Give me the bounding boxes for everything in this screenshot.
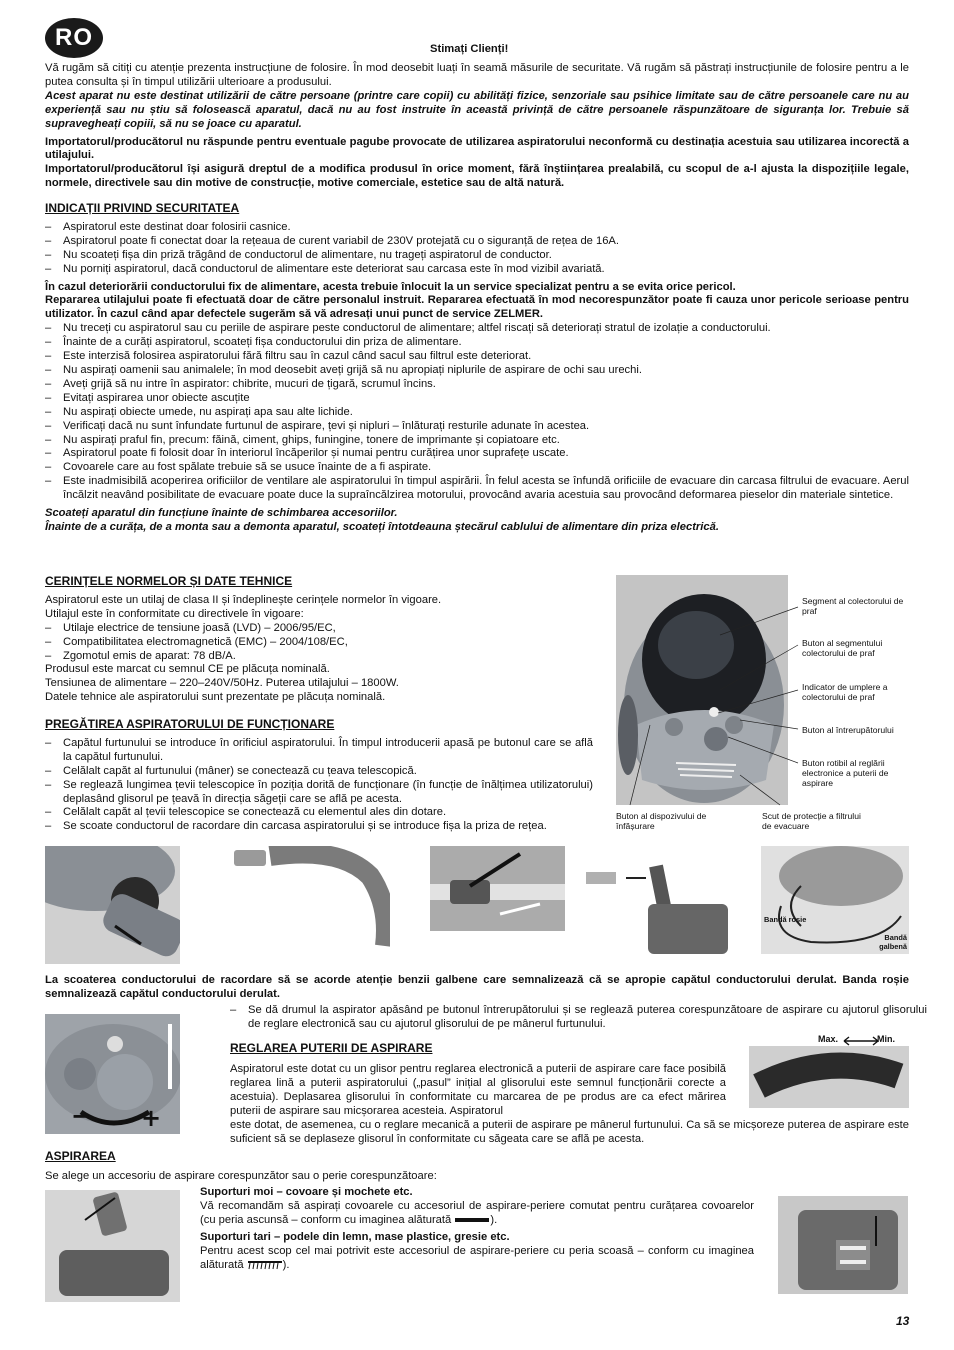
hard-surfaces-title: Suporturi tari – podele din lemn, mase plastice, gresie etc. bbox=[200, 1230, 510, 1243]
label-power-knob: Buton rotibil al reglării electronice a puterii de aspirare bbox=[802, 758, 889, 788]
label-dust-segment: Segment al colectorului de praf bbox=[802, 596, 904, 616]
safety-section bbox=[45, 202, 909, 535]
safety-heading: INDICAȚII PRIVIND SECURITATEA bbox=[45, 201, 240, 215]
photo-brush-switch bbox=[778, 1196, 908, 1294]
greeting: Stimați Clienți! bbox=[430, 43, 509, 55]
aspirarea-intro: Se alege un accesoriu de aspirare corespunzător sau o perie corespunzătoare: bbox=[45, 1170, 437, 1182]
list-item: – Capătul furtunului se introduce în orificiul aspiratorului. În timpul introducerii apasă pe butonul care se află la capătul furtunului. bbox=[45, 737, 593, 765]
svg-text:+: + bbox=[141, 1104, 162, 1132]
max-min-arrow-icon bbox=[842, 1036, 880, 1046]
list-item: – Covoarele care au fost spălate trebuie să se usuce înainte de a fi aspirate. bbox=[45, 461, 909, 475]
list-item: – Aveți grijă să nu intre în aspirator: chibrite, mucuri de țigară, scrumul încins. bbox=[45, 378, 909, 392]
safety-italic-2: Înainte de a curăța, de a monta sau a demonta aparatul, scoateți întotdeauna ștecărul cablului de alimentare din priza electrică. bbox=[45, 520, 719, 533]
aspirarea-heading: ASPIRAREA bbox=[45, 1149, 116, 1163]
hard-surfaces-text bbox=[200, 1245, 754, 1273]
photo-hose-insert bbox=[45, 846, 180, 964]
list-item: – Nu aspirați praful fin, precum: făină, ciment, ghips, funingine, tonere de imprimante și copiatoare etc. bbox=[45, 434, 909, 448]
list-item: – Nu aspirați obiecte umede, nu aspirați apa sau alte lichide. bbox=[45, 406, 909, 420]
safety-bold-1: În cazul deteriorării conductorului fix de alimentare, acesta trebuie înlocuit la un service specializat pentru a se evita orice pericol. bbox=[45, 280, 736, 293]
list-item: – Nu treceți cu aspiratorul sau cu periile de aspirare peste conductorul de alimentare; altfel riscați să deteriorați stratul de izolație a conductorului. bbox=[45, 322, 909, 336]
language-badge: RO bbox=[45, 18, 103, 58]
norms-line: Utilajul este în conformitate cu directivele în vigoare: bbox=[45, 607, 304, 620]
photo-cable bbox=[761, 846, 909, 954]
power-heading: REGLAREA PUTERII DE ASPIRARE bbox=[230, 1041, 433, 1055]
hidden-brush-icon bbox=[454, 1216, 490, 1224]
photo-hose-handle bbox=[230, 846, 390, 964]
importer-text-2: Importatorul/producătorul își asigură dreptul de a modifica produsul în orice moment, fără înștiințarea prealabilă, cu scopul de a-l ajusta la dispozițiile legale, normele, directivele sau din motive de construcție, motive comerciale, estetice sau de altă natură. bbox=[45, 163, 909, 190]
list-item: – Se reglează lungimea țevii telescopice în poziția dorită de funcționare (în funcție de înălțimea utilizatorului) deplasând glisorul pe țeavă în direcția săgeții care se află pe acesta. bbox=[45, 779, 593, 807]
intro-block bbox=[45, 62, 909, 191]
norms-line: Aspiratorul este un utilaj de clasa II și îndeplinește cerințele normelor în vigoare. bbox=[45, 593, 442, 606]
list-item: – Celălalt capăt al țevii telescopice se conectează cu elementul ales din dotare. bbox=[45, 806, 593, 820]
label-red-band: Bandă roșie bbox=[764, 915, 807, 924]
photo-floor-brush bbox=[45, 1190, 180, 1302]
label-max: Max. bbox=[818, 1034, 839, 1044]
photo-power-slider bbox=[45, 1014, 180, 1134]
list-item: – Aspiratorul poate fi conectat doar la rețeaua de curent variabil de 230V protejată cu o siguranță de rețea de 16A. bbox=[45, 235, 909, 249]
label-filter-cover: Scut de protecție a filtrului de evacuare bbox=[762, 811, 861, 831]
soft-text-a: Vă recomandăm să aspirați covoarele cu accesoriul de aspirare-periere comutat pentru curățarea covoarelor (cu peria ascunsă – conform cu imaginea alăturată bbox=[200, 1199, 754, 1226]
label-min: Min. bbox=[877, 1034, 895, 1044]
photo-telescopic-tube bbox=[430, 846, 565, 931]
label-rewind-button: Buton al dispozivului de înfășurare bbox=[616, 811, 707, 831]
label-yellow-band: Bandă galbenă bbox=[879, 933, 907, 951]
soft-surfaces-text bbox=[200, 1200, 754, 1228]
cable-note: La scoaterea conductorului de racordare să se acorde atenție benzii galbene care semnalizează că se apropie capătul conductorului derulat. Banda roșie semnalizează capătul conductorului derulat. bbox=[45, 974, 909, 1000]
hard-text-b: ). bbox=[282, 1258, 290, 1271]
norms-line: Produsul este marcat cu semnul CE pe plăcuța nominală. bbox=[45, 663, 330, 676]
list-item: – Celălalt capăt al furtunului (mâner) se conectează cu țeava telescopică. bbox=[45, 765, 593, 779]
norms-section bbox=[45, 575, 600, 705]
list-item: – Nu aspirați oamenii sau animalele; în mod deosebit aveți grijă să nu apropiați niplurile de aspirare de ochi sau urechi. bbox=[45, 364, 909, 378]
list-item: – Este inadmisibilă acoperirea orificiilor de ventilare ale aspiratorului în timpul aspirării. În felul acesta se înfundă orificiile de evacuare din carcasa filtrului de evacuare. Aerul încălzit neavând posibilitate de evacuare poate duce la supraîncălzirea motorului, provocând avaria acestuia sau provocând deformarea pieselor din materiale sintetice. bbox=[45, 475, 909, 503]
list-item: – Aspiratorul este destinat doar folosirii casnice. bbox=[45, 221, 909, 235]
list-item: – Aspiratorul poate fi folosit doar în interiorul încăperilor și numai pentru curățirea unor suprafețe uscate. bbox=[45, 447, 909, 461]
warning-text: Acest aparat nu este destinat utilizării de către persoane (printre care copii) cu abilități fizice, senzoriale sau psihice limitate sau de către persoanele care nu au experiență sau nu știu să folosească aparatul, dacă nu au fost instruite în această privință de către persoanele răspunzătoare de siguranța lor. Trebuie să supravegheați copiii, să nu se joace cu aparatul. bbox=[45, 89, 909, 130]
list-item: – Zgomotul emis de aparat: 78 dB/A. bbox=[45, 650, 600, 664]
list-item: – Compatibilitatea electromagnetică (EMC) – 2004/108/EC, bbox=[45, 636, 600, 650]
label-segment-button: Buton al segmentului colectorului de praf bbox=[802, 638, 883, 658]
power-text-1: Aspiratorul este dotat cu un glisor pentru reglarea electronică a puterii de aspirare care face posibilă reglarea lină a puterii aspiratorului („pasul” inițial al glisorului este semnul funcționării corecte a acestuia). Deplasarea glisorului în conformitate cu marcarea de pe produs are ca efect mărirea puterii de aspirare sau micșorarea acesteia. Aspiratorul bbox=[230, 1063, 726, 1117]
norms-line: Datele tehnice ale aspiratorului sunt prezentate pe plăcuța nominală. bbox=[45, 691, 386, 704]
norms-line: Tensiunea de alimentare – 220–240V/50Hz. Puterea utilajului – 1800W. bbox=[45, 677, 399, 690]
soft-text-b: ). bbox=[490, 1213, 498, 1226]
leader-lines bbox=[600, 575, 810, 835]
safety-italic-1: Scoateți aparatul din funcțiune înainte de schimbarea accesoriilor. bbox=[45, 507, 398, 520]
list-item: – Nu porniți aspiratorul, dacă conductorul de alimentare este deteriorat sau carcasa este în mod vizibil avariată. bbox=[45, 263, 909, 277]
extended-brush-icon bbox=[247, 1260, 283, 1270]
prep-section bbox=[45, 718, 593, 834]
list-item: – Nu scoateți fișa din priză trăgând de conductorul de alimentare, nu trageți aspiratorul de conductor. bbox=[45, 249, 909, 263]
label-switch-button: Buton al întrerupătorului bbox=[802, 725, 894, 735]
list-item: – Este interzisă folosirea aspiratorului fără filtru sau în cazul când sacul sau filtrul este deteriorat. bbox=[45, 350, 909, 364]
hard-text-a: Pentru acest scop cel mai potrivit este accesoriul de aspirare-periere cu peria scoasă – conform cu imaginea alăturată bbox=[200, 1244, 754, 1271]
list-item: – Înainte de a curăți aspiratorul, scoateți fișa conductorului din priza de alimentare. bbox=[45, 336, 909, 350]
list-item: – Evitați aspirarea unor obiecte ascuțite bbox=[45, 392, 909, 406]
svg-text:−: − bbox=[71, 1102, 92, 1130]
list-item: – Verificați dacă nu sunt înfundate furtunul de aspirare, țevi și nipluri – înlăturați resturile adunate în acestea. bbox=[45, 420, 909, 434]
label-fill-indicator: Indicator de umplere a colectorului de praf bbox=[802, 682, 888, 702]
soft-surfaces-title: Suporturi moi – covoare și mochete etc. bbox=[200, 1186, 413, 1198]
list-item: – Se scoate conductorul de racordare din carcasa aspiratorului și se introduce fișa la priza de rețea. bbox=[45, 820, 593, 834]
intro-text: Vă rugăm să citiți cu atenție prezenta instrucțiune de folosire. În mod deosebit luați în seamă măsurile de securitate. Vă rugăm să păstrați instrucțiunile de folosire pentru a le putea consulta și în timpul utilizării ulterioare a produsului. bbox=[45, 62, 909, 88]
list-item: – Utilaje electrice de tensiune joasă (LVD) – 2006/95/EC, bbox=[45, 622, 600, 636]
page-number: 13 bbox=[896, 1314, 910, 1328]
safety-bold-2: Repararea utilajului poate fi efectuată doar de către personalul instruit. Repararea efectuată în mod necorespunzător poate fi cauza unor pericole serioase pentru utilizator. În cazul când apar defectele sugerăm să vă adresați unui punct de service ZELMER. bbox=[45, 294, 909, 321]
aspirarea-text bbox=[200, 1186, 754, 1272]
photo-hose-handle-slider bbox=[749, 1046, 909, 1108]
prep-heading: PREGĂTIREA ASPIRATORULUI DE FUNCȚIONARE bbox=[45, 717, 335, 731]
start-instruction: – Se dă drumul la aspirator apăsând pe butonul întrerupătorului și se reglează puterea corespunzătoare de aspirare cu ajutorul glisorului de reglare electronică sau cu ajutorul glisorului de pe mânerul furtunului. bbox=[230, 1004, 927, 1032]
norms-heading: CERINȚELE NORMELOR ȘI DATE TEHNICE bbox=[45, 574, 293, 588]
power-text-2: este dotat, de asemenea, cu o reglare mecanică a puterii de aspirare pe mânerul furtunului. Ca să se micșoreze puterea de aspirare este suficient să se deplaseze glisorul în conformitate cu săgeata care se află pe acesta. bbox=[230, 1119, 909, 1145]
photo-brush bbox=[586, 846, 736, 964]
importer-text-1: Importatorul/producătorul nu răspunde pentru eventuale pagube provocate de utilizarea aspiratorului neconformă cu destinația acestuia sau utilizarea incorectă a utilajului. bbox=[45, 135, 909, 162]
